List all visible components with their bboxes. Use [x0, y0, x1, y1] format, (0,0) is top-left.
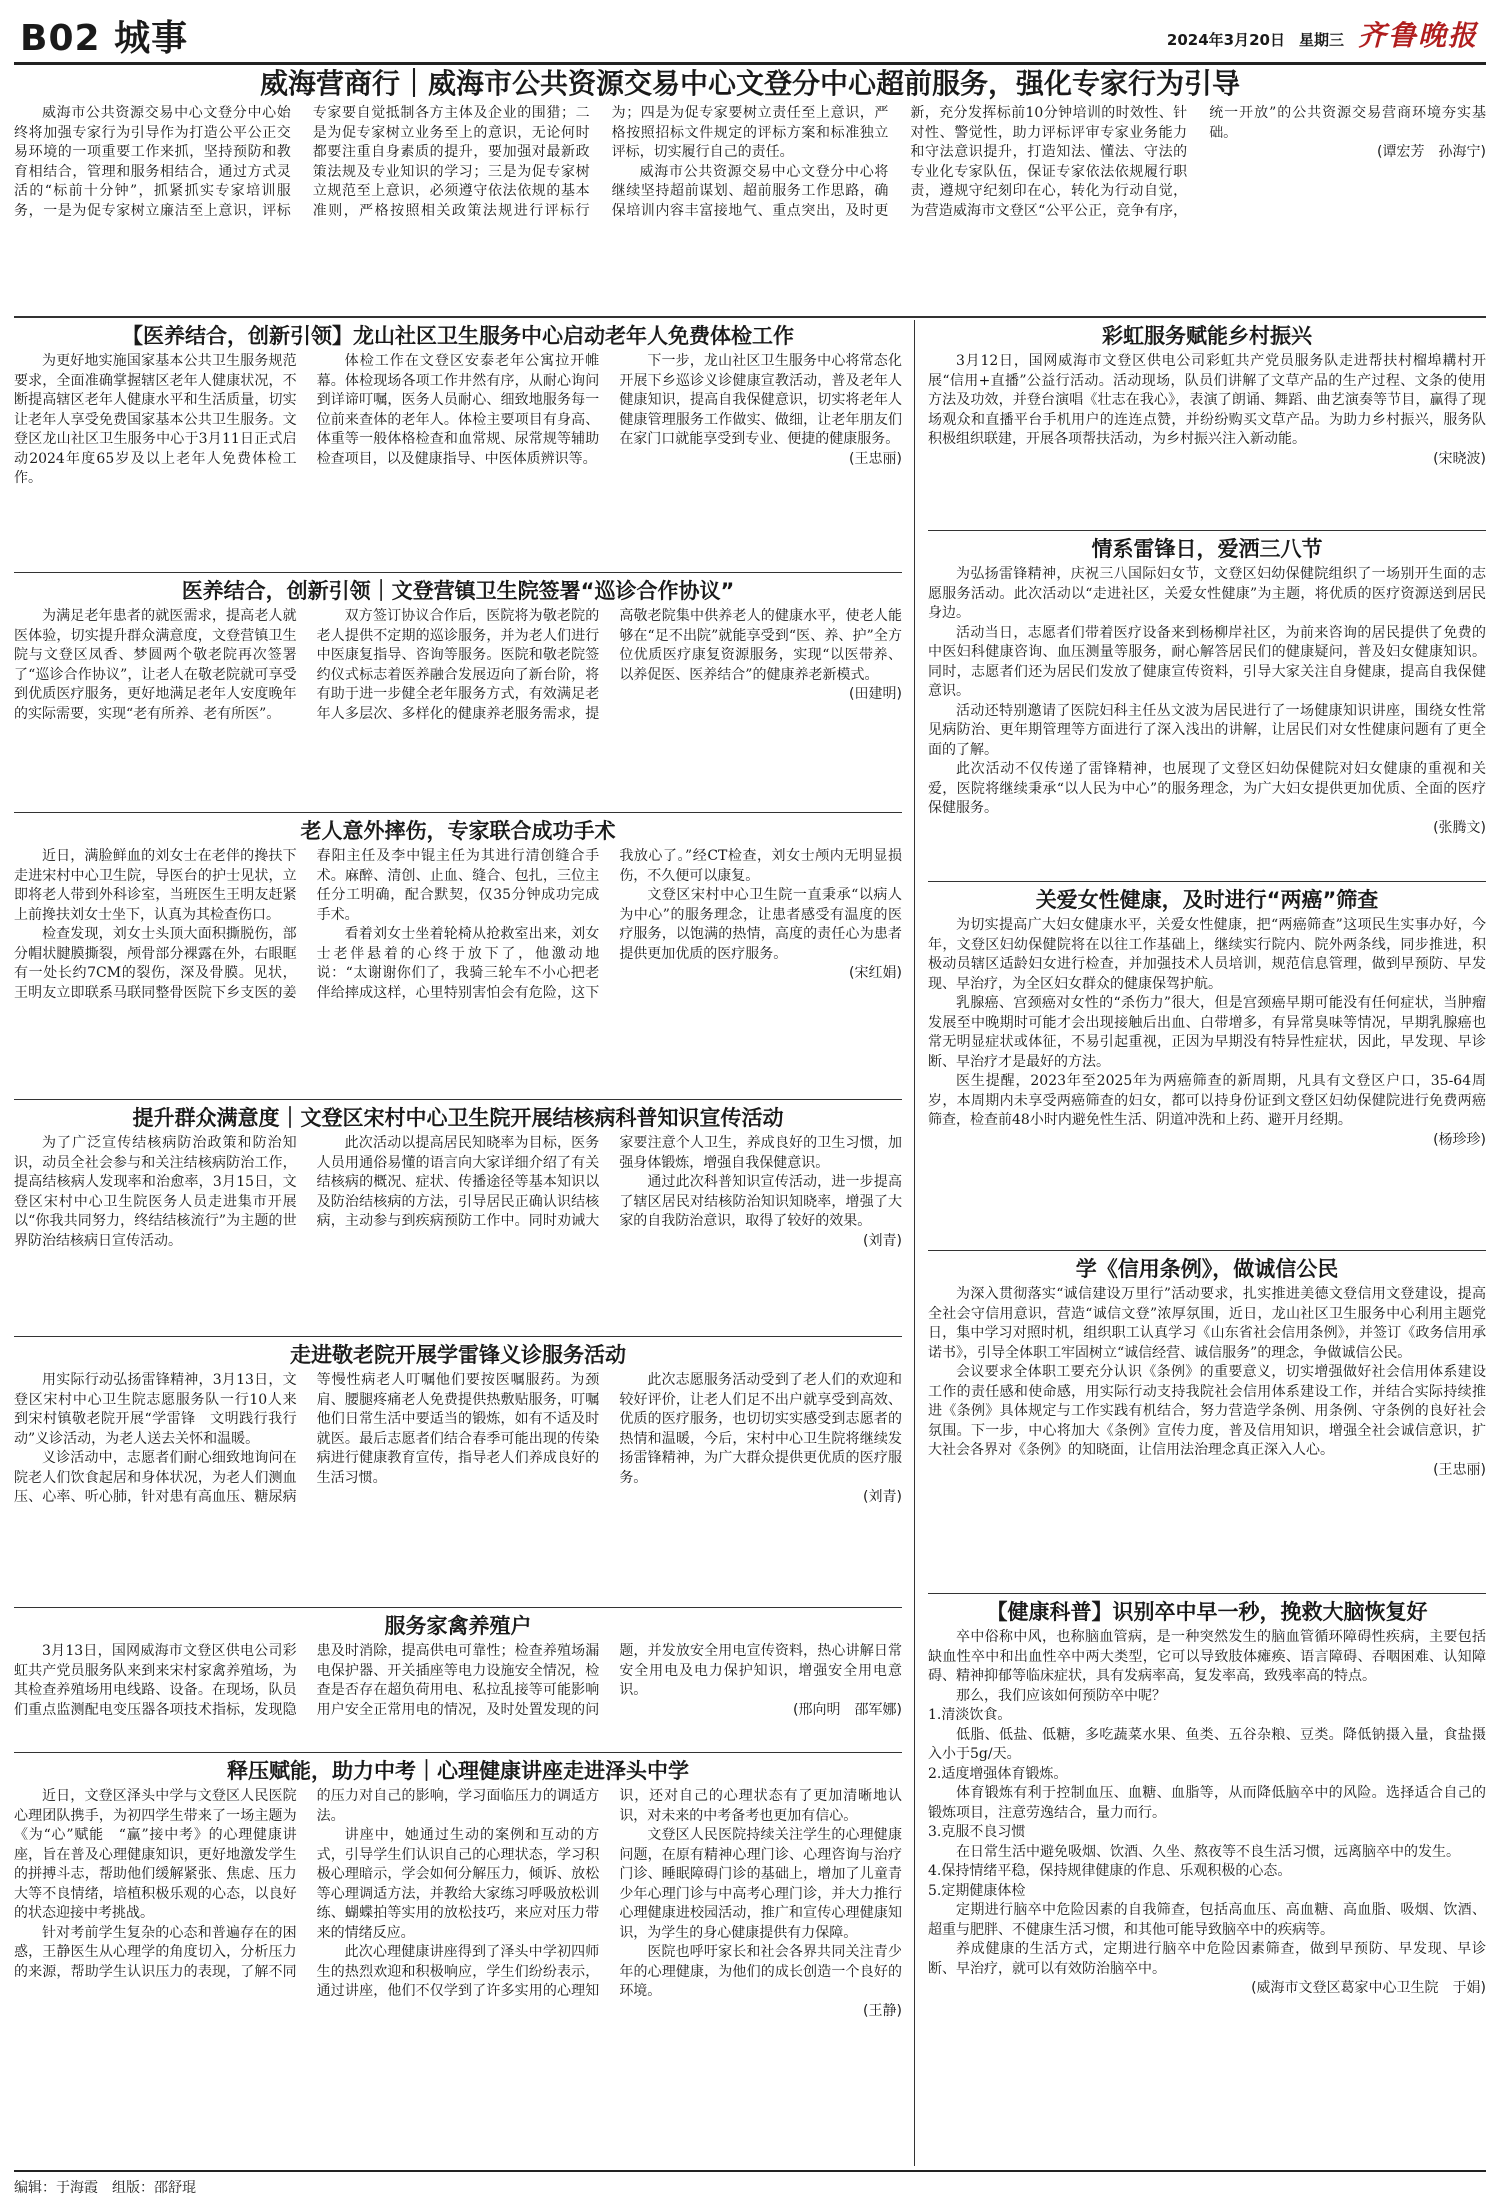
paragraph: 为满足老年患者的就医需求，提高老人就医体验，切实提升群众满意度，文登营镇卫生院与文登区凤香、梦圆两个敬老院再次签署了“巡诊合作协议”，让老人在敬老院就可享受到优质医疗服务，更好地满足老年人安度晚年的实际需要，实现“老有所养、老有所医”。 [14, 608, 297, 722]
paragraph: 讲座中，她通过生动的案例和互动的方式，引导学生们认识自己的心理状态，学习积极心理暗示，学会如何分解压力，倾诉、放松等心理调适方法，并教给大家练习呼吸放松训练、蝴蝶拍等实用的放松技巧，来应对压力带来的情绪反应。 [316, 1827, 600, 1941]
paragraph: 针对考前学生复杂的心态和普遍存在的困惑，王静医生从心理学的角度切入，分析压力的来源，帮助学生认识压力的表现，了解不同的压力对自己的影响，学习面临压力的调适方法。 [14, 1788, 600, 1980]
paragraph: 医院也呼吁家长和社会各界共同关注青少年的心理健康，为他们的成长创造一个良好的环境。 [619, 1944, 902, 1999]
paragraph: 为了广泛宣传结核病防治政策和防治知识，动员全社会参与和关注结核病防治工作，提高结核病人发现率和治愈率，3月15日，文登区宋村中心卫生院医务人员走进集市开展以“你我共同努力，终结结核流行”为主题的世界防治结核病日宣传活动。 [14, 1135, 297, 1249]
article-author: (王忠丽) [1433, 1461, 1486, 1478]
article-elderly-fall-surgery [14, 815, 902, 1097]
article-author: (王静) [863, 2002, 902, 2019]
list-item: 体育锻炼有利于控制血压、血糖、血脂等，从而降低脑卒中的风险。选择适合自己的锻炼项目，注意劳逸结合，量力而行。 [928, 1785, 1486, 1821]
paragraph: 此次活动不仅传递了雷锋精神，也展现了文登区妇幼保健院对妇女健康的重视和关爱，医院将继续秉承“以人民为中心”的服务理念，为广大妇女提供更加优质、全面的医疗保健服务。 [928, 761, 1486, 816]
paragraph: 威海市公共资源交易中心文登分中心将继续坚持超前谋划、超前服务工作思路，确保培训内容丰富接地气、重点突出，及时更新，充分发挥标前10分钟培训的时效性、针对性、警觉性，助力评标评审专家业务能力和守法意识提升，打造知法、懂法、守法的专业化专家队伍，保证专家依法依规履行职责，遵规守纪刻印在心，转化为行动自觉，为营造威海市文登区“公平公正，竞争有序，统一开放”的公共资源交易营商环境夯实基础。 [611, 105, 1486, 219]
list-item: 定期进行脑卒中危险因素的自我筛查，包括高血压、高血糖、高血脂、吸烟、饮酒、超重与肥胖、不健康生活习惯，和其他可能导致脑卒中的疾病等。 [928, 1902, 1486, 1938]
article-body [14, 104, 1486, 314]
article-author: (杨珍珍) [1433, 1131, 1486, 1148]
article-ward-round-agreement [14, 575, 902, 810]
article-author: (刘青) [863, 1489, 902, 1505]
article-title: 走进敬老院开展学雷锋义诊服务活动 [290, 1343, 626, 1367]
paragraph: 威海市公共资源交易中心文登分中心始终将加强专家行为引导作为打造公平公正交易环境的一项重要工作来抓，坚持预防和教育相结合，管理和服务相结合，通过方式灵活的“标前十分钟”，抓紧抓实专家培训服务，一是为促专家树立廉洁至上意识，评标专家要自觉抵制各方主体及企业的围猎；二是为促专家树立业务至上的意识，无论何时都要注重自身素质的提升，要加强对最新政策法规及专业知识的学习；三是为促专家树立规范至上意识，必须遵守依法依规的基本准则，严格按照相关政策法规进行评标行为；四是为促专家要树立责任至上意识，严格按照招标文件规定的评标方案和标准独立评标，切实履行自己的责任。 [14, 105, 889, 219]
article-title: 情系雷锋日，爱洒三八节 [1091, 537, 1323, 561]
list-item: 4.保持情绪平稳，保持规律健康的作息、乐观积极的心态。 [928, 1863, 1292, 1879]
article-author: (宋晓波) [1433, 450, 1486, 467]
list-item: 3.克服不良习惯 [928, 1824, 1026, 1840]
article-body [14, 1134, 902, 1330]
article-body [14, 1371, 902, 1601]
page-footer [14, 2170, 1486, 2197]
paragraph: 体检工作在文登区安泰老年公寓拉开帷幕。体检现场各项工作井然有序，从耐心询问到详谛叮嘱，医务人员耐心、细致地服务每一位前来查体的老年人。体检主要项目有身高、体重等一般体格检查和血常规、尿常规等辅助检查项目，以及健康指导、中医体质辨识等。 [316, 353, 600, 467]
paragraph: 为深入贯彻落实“诚信建设万里行”活动要求，扎实推进美德文登信用文登建设，提高全社会守信用意识，营造“诚信文登”浓厚氛围，近日，龙山社区卫生服务中心利用主题党日，集中学习对照时机，组织职工认真学习《山东省社会信用条例》，并签订《政务信用承诺书》，引导全体职工牢固树立“诚信经营、诚信服务”的理念，争做诚信公民。 [928, 1286, 1486, 1361]
paragraph: 乳腺癌、宫颈癌对女性的“杀伤力”很大，但是宫颈癌早期可能没有任何症状，当肿瘤发展至中晚期时可能才会出现接触后出血、白带增多，有异常臭味等情况，早期乳腺癌也常无明显症状或体征，不易引起重视，正因为早期没有特异性症状，因此，早发现、早诊断、早治疗才是最好的方法。 [928, 995, 1486, 1070]
paragraph: 那么，我们应该如何预防卒中呢？ [956, 1687, 1166, 1704]
article-title: 医养结合，创新引领｜文登营镇卫生院签署“巡诊合作协议” [181, 579, 735, 603]
issue-date: 2024年3月20日 [1166, 31, 1285, 49]
paragraph: 为弘扬雷锋精神，庆祝三八国际妇女节，文登区妇幼保健院组织了一场别开生面的志愿服务活动。此次活动以“走进社区，关爱女性健康”为主题，将优质的医疗资源送到居民身边。 [928, 566, 1486, 621]
list-item: 5.定期健康体检 [928, 1882, 1026, 1899]
article-lei-feng-womens-day [928, 533, 1486, 879]
article-body [14, 1787, 902, 2161]
page-label: B02 城事 [20, 18, 189, 59]
article-body [14, 352, 902, 566]
paragraph: 医生提醒，2023年至2025年为两癌筛查的新周期，凡具有文登区户口，35-64周岁，本周期内未享受两癌筛查的妇女，都可以持身份证到文登区妇幼保健院进行免费两癌筛查，检查前48小时内避免性生活、阴道冲洗和上药、避开月经期。 [928, 1073, 1486, 1128]
article-body [928, 352, 1486, 524]
article-author: (谭宏芳 孙海宁) [1377, 144, 1486, 160]
paragraph: 下一步，龙山社区卫生服务中心将常态化开展下乡巡诊义诊健康宣教活动，普及老年人健康知识，提高自我保健意识，切实将老年人健康管理服务工作做实、做细，让老年朋友们在家门口就能享受到专业、便捷的健康服务。 [619, 353, 902, 447]
paragraph: 用实际行动弘扬雷锋精神，3月13日，文登区宋村中心卫生院志愿服务队一行10人来到宋村镇敬老院开展“学雷锋 文明践行我行动”义诊活动，为老人送去关怀和温暖。 [14, 1372, 297, 1447]
article-body [14, 1642, 902, 1746]
article-exam-psychology-lecture [14, 1755, 902, 2165]
paragraph: 双方签订协议合作后，医院将为敬老院的老人提供不定期的巡诊服务，并为老人们进行中医康复指导、咨询等服务。医院和敬老院签约仪式标志着医养融合发展迈向了新台阶，将有助于进一步健全老年服务方式，有效满足老年人多层次、多样化的健康养老服务需求，提高敬老院集中供养老人的健康水平，使老人能够在“足不出院”就能享受到“医、养、护”全方位优质医疗康复资源服务，实现“以医带养、以养促医、医养结合”的健康养老新模式。 [316, 608, 902, 722]
article-body [14, 847, 902, 1093]
paragraph: 会议要求全体职工要充分认识《条例》的重要意义，切实增强做好社会信用体系建设工作的责任感和使命感，用实际行动支持我院社会信用体系建设工作，并结合实际持续推进《条例》具体规定与工作实践有机结合，努力营造学条例、用条例、守条例的良好社会氛围。下一步，中心将加大《条例》宣传力度，普及信用知识，增强全社会诚信意识，扩大社会各界对《条例》的知晓面，让信用法治理念真正深入人心。 [928, 1364, 1486, 1458]
article-business-environment [14, 64, 1486, 316]
article-title: 老人意外摔伤，专家联合成功手术 [300, 819, 616, 843]
paragraph: 文登区宋村中心卫生院一直秉承“以病人为中心”的服务理念，让患者感受有温度的医疗服务，以饱满的热情，高度的责任心为患者提供更加优质的医疗服务。 [619, 887, 902, 962]
list-item: 2.适度增强体育锻炼。 [928, 1765, 1068, 1782]
article-poultry-farm-service [14, 1610, 902, 1750]
paragraph: 为更好地实施国家基本公共卫生服务规范要求，全面准确掌握辖区老年人健康状况，不断提高辖区老年人健康水平和生活质量，切实让老年人享受免费国家基本公共卫生服务。文登区龙山社区卫生服务中心于3月11日正式启动2024年度65岁及以上老年人免费体检工作。 [14, 353, 297, 486]
article-body [928, 1285, 1486, 1587]
article-author: (宋红娟) [849, 965, 902, 981]
article-nursing-home-clinic [14, 1339, 902, 1605]
article-stroke-health-tips [928, 1596, 1486, 2166]
article-author: (王忠丽) [849, 450, 902, 467]
list-item: 在日常生活中避免吸烟、饮酒、久坐、熬夜等不良生活习惯，远离脑卒中的发生。 [956, 1843, 1460, 1860]
paragraph: 卒中俗称中风，也称脑血管病，是一种突然发生的脑血管循环障碍性疾病，主要包括缺血性卒中和出血性卒中两大类型，它可以导致肢体瘫痪、语言障碍、吞咽困难、认知障碍、精神抑郁等临床症状，具有发病率高，复发率高，致残率高的特点。 [928, 1629, 1486, 1684]
paragraph: 活动还特别邀请了医院妇科主任丛文波为居民进行了一场健康知识讲座，围绕女性常见病防治、更年期管理等方面进行了深入浅出的讲解，让居民们对女性健康问题有了更全面的了解。 [928, 702, 1486, 758]
article-title: 【健康科普】识别卒中早一秒，挽救大脑恢复好 [986, 1600, 1428, 1624]
paragraph: 通过此次科普知识宣传活动，进一步提高了辖区居民对结核防治知识知晓率，增强了大家的自我防治意识，取得了较好的效果。 [619, 1174, 902, 1229]
article-title: 关爱女性健康，及时进行“两癌”筛查 [1035, 888, 1379, 912]
article-author: (张腾文) [1433, 819, 1486, 836]
article-body [928, 916, 1486, 1244]
article-title: 威海营商行｜威海市公共资源交易中心文登分中心超前服务，强化专家行为引导 [259, 67, 1240, 100]
paragraph: 近日，满脸鲜血的刘女士在老伴的搀扶下走进宋村中心卫生院，导医台的护士见状，立即将老人带到外科诊室，当班医生王明友赶紧上前搀扶刘女士坐下，认真为其检查伤口。 [14, 848, 297, 923]
article-title: 释压赋能，助力中考｜心理健康讲座走进泽头中学 [227, 1759, 689, 1783]
paragraph: 近日，文登区泽头中学与文登区人民医院心理团队携手，为初四学生带来了一场主题为《为“心”赋能 “赢”接中考》的心理健康讲座，旨在普及心理健康知识，更好地激发学生的拼搏斗志，帮助他们缓解紧张、焦虑、压力大等不良情绪，培植积极乐观的心态，以良好的状态迎接中考挑战。 [14, 1788, 297, 1921]
paragraph: 为切实提高广大妇女健康水平，关爱女性健康，把“两癌筛查”这项民生实事办好，今年，文登区妇幼保健院将在以往工作基础上，继续实行院内、院外两条线，同步推进，积极动员辖区适龄妇女进行检查，并加强技术人员培训，规范信息管理，做到早预防、早发现、早治疗，为全区妇女群众的健康保驾护航。 [928, 917, 1486, 992]
article-rainbow-rural-revitalization [928, 320, 1486, 528]
article-body [14, 607, 902, 805]
article-tuberculosis-campaign [14, 1102, 902, 1334]
issue-weekday: 星期三 [1298, 31, 1344, 49]
article-author: (威海市文登区葛家中心卫生院 于娟) [1251, 1980, 1486, 1996]
paragraph: 3月13日，国网威海市文登区供电公司彩虹共产党员服务队来到来宋村家禽养殖场，为其检查养殖场用电线路、设备。在现场，队员们重点监测配电变压器各项技术指标，发现隐患及时消除，提高供电可靠性；检查养殖场漏电保护器、开关插座等电力设施安全情况，检查是否存在超负荷用电、私拉乱接等可能影响用户安全正常用电的情况，及时处置发现的问题，并发放安全用电宣传资料，热心讲解日常安全用电及电力保护知识，增强安全用电意识。 [14, 1643, 902, 1718]
paragraph: 看着刘女士坐着轮椅从抢救室出来，刘女士老伴悬着的心终于放下了，他激动地说：“太谢谢你们了，我骑三轮车不小心把老伴给摔成这样，心里特别害怕会有危险，这下我放心了。”经CT检查，刘女士颅内无明显损伤，不久便可以康复。 [316, 848, 902, 1001]
paragraph: 此次心理健康讲座得到了泽头中学初四师生的热烈欢迎和积极响应，学生们纷纷表示，通过讲座，他们不仅学到了许多实用的心理知识，还对自己的心理状态有了更加清晰地认识，对未来的中考备考也更加有信心。 [316, 1788, 902, 1999]
article-title: 服务家禽养殖户 [384, 1614, 532, 1638]
paragraph: 检查发现，刘女士头顶大面积撕脱伤，部分帽状腱膜撕裂，颅骨部分裸露在外，右眼眶有一处长约7CM的裂伤，深及骨膜。见状，王明友立即联系马联同整骨医院下乡支医的姜春阳主任及李中锟主任为其进行清创缝合手术。麻醉、清创、止血、缝合、包扎，三位主任分工明确，配合默契，仅35分钟成功完成手术。 [14, 848, 600, 1001]
article-credit-regulation-study [928, 1253, 1486, 1591]
editor-credits: 编辑：于海霞 组版：邵舒琨 [14, 2180, 196, 2196]
article-body [928, 565, 1486, 875]
paragraph: 义诊活动中，志愿者们耐心细致地询问在院老人们饮食起居和身体状况，为老人们测血压、心率、听心肺，针对患有高血压、糖尿病等慢性病老人叮嘱他们要按医嘱服药。为颈肩、腰腿疼痛老人免费提供热敷贴服务，叮嘱他们日常生活中要适当的锻炼，如有不适及时就医。最后志愿者们结合春季可能出现的传染病进行健康教育宣传，指导老人们养成良好的生活习惯。 [14, 1372, 600, 1505]
article-body [928, 1628, 1486, 2162]
paragraph: 此次志愿服务活动受到了老人们的欢迎和较好评价，让老人们足不出户就享受到高效、优质的医疗服务，也切切实实感受到志愿者的热情和温暖，今后，宋村中心卫生院将继续发扬雷锋精神，为广大群众提供更优质的医疗服务。 [619, 1372, 902, 1486]
list-item: 低脂、低盐、低糖，多吃蔬菜水果、鱼类、五谷杂粮、豆类。降低钠摄入量，食盐摄入小于5g/天。 [928, 1726, 1486, 1762]
article-two-cancers-screening [928, 884, 1486, 1248]
article-free-elderly-checkup [14, 320, 902, 570]
paragraph: 活动当日，志愿者们带着医疗设备来到杨柳岸社区，为前来咨询的居民提供了免费的中医妇科健康咨询、血压测量等服务，耐心解答居民们的健康疑问，普及妇女健康知识。同时，志愿者们还为居民们发放了健康宣传资料，引导大家关注自身健康，提高自我保健意识。 [928, 624, 1486, 699]
article-title: 彩虹服务赋能乡村振兴 [1102, 324, 1312, 348]
paragraph: 养成健康的生活方式，定期进行脑卒中危险因素筛查，做到早预防、早发现、早诊断、早治疗，就可以有效防治脑卒中。 [928, 1941, 1486, 1977]
article-author: (田建明) [849, 686, 902, 702]
list-item: 1.清淡饮食。 [928, 1707, 1012, 1723]
header-meta [1167, 14, 1478, 54]
article-title: 提升群众满意度｜文登区宋村中心卫生院开展结核病科普知识宣传活动 [132, 1106, 784, 1130]
page-header [14, 0, 1486, 65]
newspaper-logo: 齐鲁晚报 [1357, 19, 1478, 52]
paragraph: 3月12日，国网威海市文登区供电公司彩虹共产党员服务队走进帮扶村榴埠耩村开展“信用+直播”公益行活动。活动现场，队员们讲解了文草产品的生产过程、文条的使用方法及功效，并登台演唱《壮志在我心》，表演了朗诵、舞蹈、曲艺演奏等节目，赢得了现场观众和直播平台手机用户的连连点赞，并纷纷购买文草产品。为助力乡村振兴，服务队积极组织联建，开展各项帮扶活动，为乡村振兴注入新动能。 [928, 353, 1486, 447]
paragraph: 此次活动以提高居民知晓率为目标，医务人员用通俗易懂的语言向大家详细介绍了有关结核病的概况、症状、传播途径等基本知识以及防治结核病的方法，引导居民正确认识结核病，主动参与到疾病预防工作中。同时劝诫大家要注意个人卫生，养成良好的卫生习惯，加强身体锻炼，增强自我保健意识。 [316, 1135, 902, 1229]
article-title: 【医养结合，创新引领】龙山社区卫生服务中心启动老年人免费体检工作 [122, 324, 794, 348]
article-title: 学《信用条例》，做诚信公民 [1075, 1257, 1339, 1281]
article-author: (刘青) [863, 1232, 902, 1249]
paragraph: 文登区人民医院持续关注学生的心理健康问题，在原有精神心理门诊、心理咨询与治疗门诊、睡眠障碍门诊的基础上，增加了儿童青少年心理门诊与中高考心理门诊，并大力推行心理健康进校园活动，推广和宣传心理健康知识，为学生的身心健康提供有力保障。 [619, 1827, 902, 1941]
article-author: (邢向明 邵军娜) [793, 1701, 902, 1718]
